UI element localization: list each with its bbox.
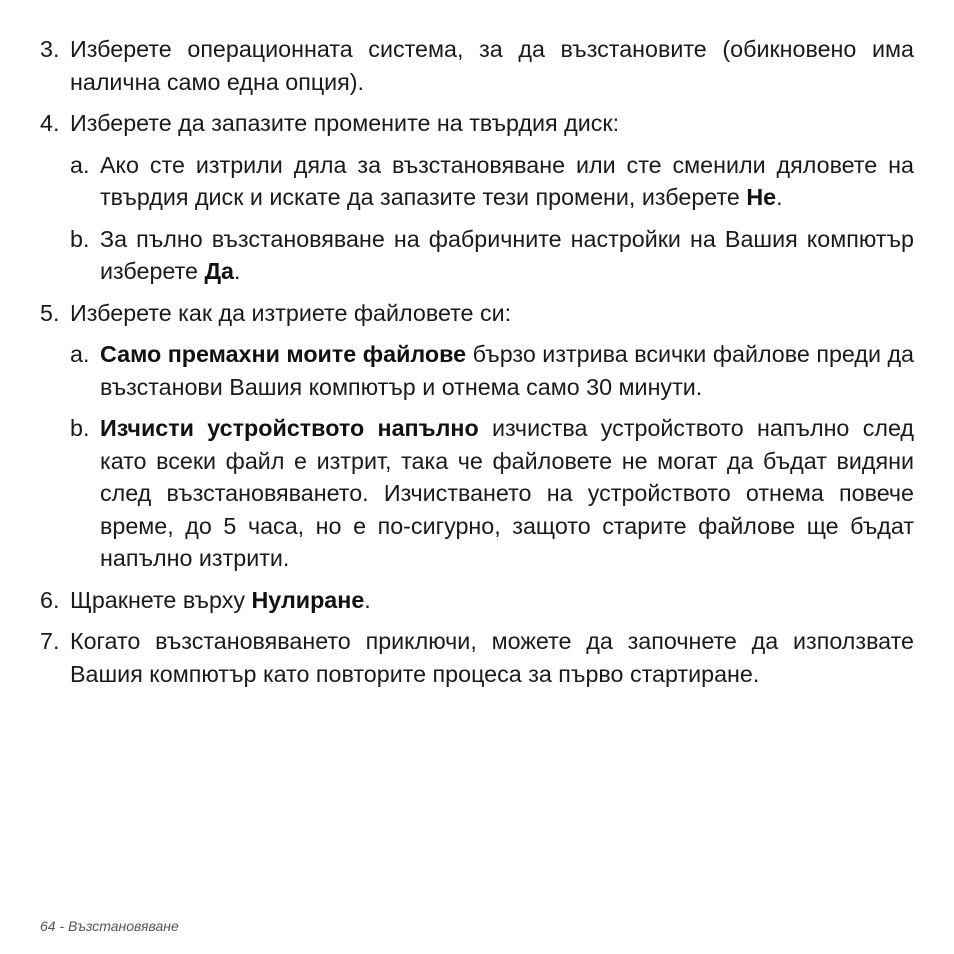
list-item-5a: [70, 338, 914, 403]
list-letter: b.: [70, 225, 90, 252]
list-item-text: [100, 223, 914, 288]
list-item-6: [40, 584, 914, 617]
list-item-7: [40, 625, 914, 690]
text-run: изчиства устройството напълно след като всеки файл е изтрит, така че файловете не могат да бъдат видяни след възстановяването. Изчистването на устройството отнема повече време, до 5 часа, но е по-сигурно, защото старите файлове ще бъдат напълно изтрити.: [100, 415, 914, 571]
document-body: [40, 33, 914, 690]
list-item-text: Когато възстановяването приключи, можете да започнете да използвате Вашия компютър като повторите процеса за първо стартиране.: [70, 628, 914, 687]
bold-option-clean-drive: Изчисти устройството напълно: [100, 415, 479, 441]
bold-option-remove-files: Само премахни моите файлове: [100, 341, 467, 367]
text-run: .: [776, 184, 783, 210]
list-letter: b.: [70, 415, 90, 441]
list-item-5: [40, 297, 914, 330]
list-item-text: [100, 149, 914, 214]
list-item-text: [100, 412, 914, 575]
list-item-text: Изберете как да изтриете файловете си:: [70, 299, 512, 326]
list-item-4: [40, 107, 914, 140]
text-run: Щракнете върху: [70, 586, 252, 613]
bold-option-no: Не: [746, 184, 777, 210]
list-item-text: Изберете да запазите промените на твърдия диск:: [70, 110, 620, 136]
list-item-text: Изберете операционната система, за да възстановите (обикновено има налична само една опция).: [70, 36, 914, 95]
list-number: 6.: [40, 586, 60, 613]
list-item-5b: [70, 412, 914, 575]
list-number: 3.: [40, 36, 60, 62]
list-number: 7.: [40, 628, 60, 654]
list-letter: a.: [70, 341, 90, 367]
list-item-3: [40, 33, 914, 98]
text-run: бързо изтрива всички файлове преди да възстанови Вашия компютър и отнема само 30 минути.: [100, 341, 915, 400]
list-item-text: [100, 338, 914, 403]
text-run: .: [234, 258, 241, 284]
list-item-text: [70, 584, 914, 617]
list-number: 4.: [40, 110, 60, 136]
text-run: За пълно възстановяване на фабричните настройки на Вашия компютър изберете: [100, 225, 914, 284]
text-run: Ако сте изтрили дяла за възстановяване или сте сменили дяловете на твърдия диск и искате да запазите тези промени, изберете: [100, 151, 914, 210]
text-run: .: [364, 586, 371, 613]
list-item-4a: [70, 149, 914, 214]
list-number: 5.: [40, 299, 60, 326]
list-item-4b: [70, 223, 914, 288]
list-letter: a.: [70, 151, 90, 178]
page-footer: 64 - Възстановяване: [40, 918, 179, 934]
bold-option-reset: Нулиране: [251, 586, 365, 613]
bold-option-yes: Да: [204, 258, 235, 284]
